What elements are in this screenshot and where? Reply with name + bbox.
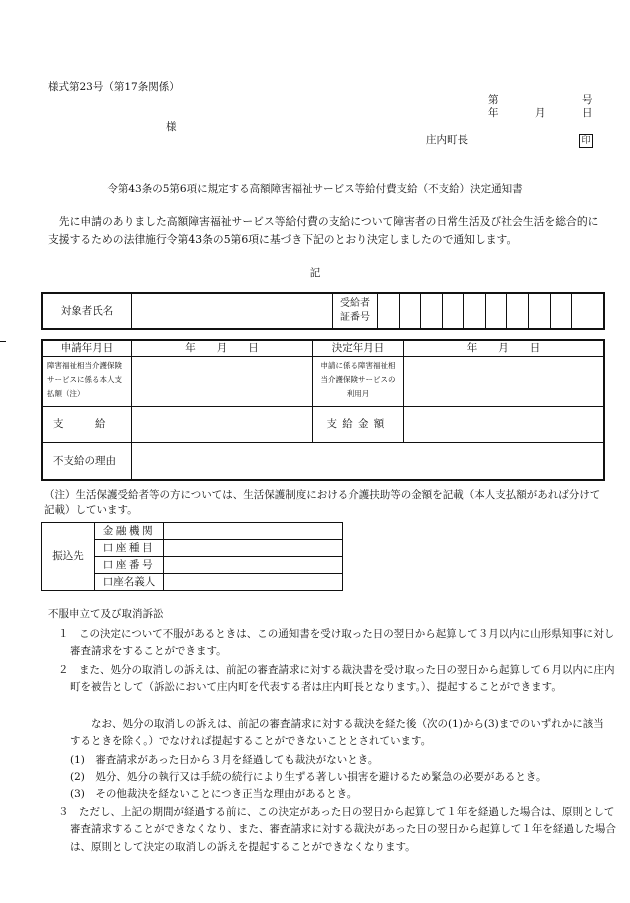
service-month-value[interactable] [404, 356, 605, 406]
ki-label: 記 [309, 267, 321, 279]
appeal-item-1: １ この決定について不服があるときは、この通知書を受け取った日の翌日から起算して３月以内に山形県知事に対し審査請求をすることができます。 [58, 628, 615, 658]
recipient-number-label [333, 293, 378, 329]
bank-name-value[interactable] [164, 523, 343, 540]
apply-date-value[interactable]: 年 月 日 [132, 340, 313, 356]
recipient-digit[interactable] [485, 293, 507, 329]
appeal-item-2: ２ また、処分の取消しの訴えは、前記の審査請求に対する裁決書を受け取った日の翌日から起算して６月以内に庄内町を被告として（訴訟において庄内町を代表する者は庄内町長となります。）、提起することができます。 [58, 664, 615, 694]
recipient-digit[interactable] [528, 293, 550, 329]
bank-label: 振込先 [42, 523, 95, 591]
recipient-digit[interactable] [378, 293, 400, 329]
number-dai: 第 [488, 94, 499, 106]
appeal-sub-2: (2) 処分、処分の執行又は手続の続行により生ずる著しい損害を避けるため緊急の必要があるとき。 [70, 771, 547, 783]
recipient-digit[interactable] [550, 293, 572, 329]
account-number-value[interactable] [164, 557, 343, 574]
recipient-label-line1: 受給者 [340, 298, 370, 309]
reason-value[interactable] [132, 442, 605, 480]
recipient-digit[interactable] [572, 293, 604, 329]
date-month: 月 [535, 107, 546, 119]
decision-table [41, 339, 605, 481]
issuer: 庄内町長 [426, 134, 468, 146]
seal-icon [579, 133, 593, 148]
amount-label: 支給金額 [313, 406, 404, 442]
recipient-label-line2: 証番号 [340, 312, 370, 323]
note-text: （注）生活保護受給者等の方については、生活保護制度における介護扶助等の金額を記載（本人支払額があれば分けて記載）しています。 [44, 489, 601, 517]
date-year: 年 [488, 107, 499, 119]
recipient-digit[interactable] [507, 293, 529, 329]
account-type-label: 口座種目 [95, 540, 164, 557]
addressee-sama: 様 [166, 121, 177, 133]
apply-date-label: 申請年月日 [42, 340, 132, 356]
margin-mark [0, 341, 6, 342]
recipient-digit[interactable] [399, 293, 421, 329]
self-pay-value[interactable] [132, 356, 313, 406]
account-holder-label: 口座名義人 [95, 574, 164, 591]
account-holder-value[interactable] [164, 574, 343, 591]
decision-date-label: 決定年月日 [313, 340, 404, 356]
recipient-digit[interactable] [421, 293, 443, 329]
intro-paragraph: 先に申請のありました高額障害福祉サービス等給付費の支給について障害者の日常生活及び社会生活を総合的に支援するための法律施行令第43条の5第6項に基づき下記のとおり決定しましたので通知します。 [48, 215, 599, 246]
account-number-label: 口座番号 [95, 557, 164, 574]
name-label: 対象者氏名 [42, 293, 132, 329]
number-go: 号 [582, 94, 593, 106]
appeal-item-2b: なお、処分の取消しの訴えは、前記の審査請求に対する裁決を経た後（次の(1)から(3)までのいずれかに該当するときを除く。）でなければ提起することができないこととされています。 [70, 718, 604, 748]
recipient-digit[interactable] [464, 293, 486, 329]
decision-date-value[interactable]: 年 月 日 [404, 340, 605, 356]
pay-label: 支 給 [42, 406, 132, 442]
recipient-table [41, 292, 605, 330]
recipient-digit[interactable] [442, 293, 464, 329]
reason-label: 不支給の理由 [42, 442, 132, 480]
seal-label: 印 [579, 134, 593, 148]
form-id: 様式第23号（第17条関係） [48, 81, 180, 93]
appeal-sub-3: (3) その他裁決を経ないことにつき正当な理由があるとき。 [70, 788, 358, 800]
appeal-item-3: ３ ただし、上記の期間が経過する前に、この決定があった日の翌日から起算して１年を経過した場合は、原則として審査請求することができなくなり、また、審査請求に対する裁決があった日の翌日から起算して１年を経過した場合は、原則として決定の取消しの訴えを提起することができなくなります。 [58, 806, 616, 853]
pay-value[interactable] [132, 406, 313, 442]
appeal-heading: 不服申立て及び取消訴訟 [48, 608, 164, 620]
account-type-value[interactable] [164, 540, 343, 557]
date-day: 日 [582, 107, 593, 119]
bank-table [41, 522, 343, 591]
appeal-sub-1: (1) 審査請求があった日から３月を経過しても裁決がないとき。 [70, 754, 379, 766]
name-cell[interactable] [132, 293, 333, 329]
self-pay-label: 障害福祉相当介護保険サービスに係る本人支払額（注） [42, 356, 132, 406]
service-month-label: 申請に係る障害福祉相当介護保険サービスの利用月 [313, 356, 404, 406]
document-title: 令第43条の5第6項に規定する高額障害福祉サービス等給付費支給（不支給）決定通知書 [107, 183, 523, 195]
amount-value[interactable] [404, 406, 605, 442]
bank-name-label: 金融機関 [95, 523, 164, 540]
